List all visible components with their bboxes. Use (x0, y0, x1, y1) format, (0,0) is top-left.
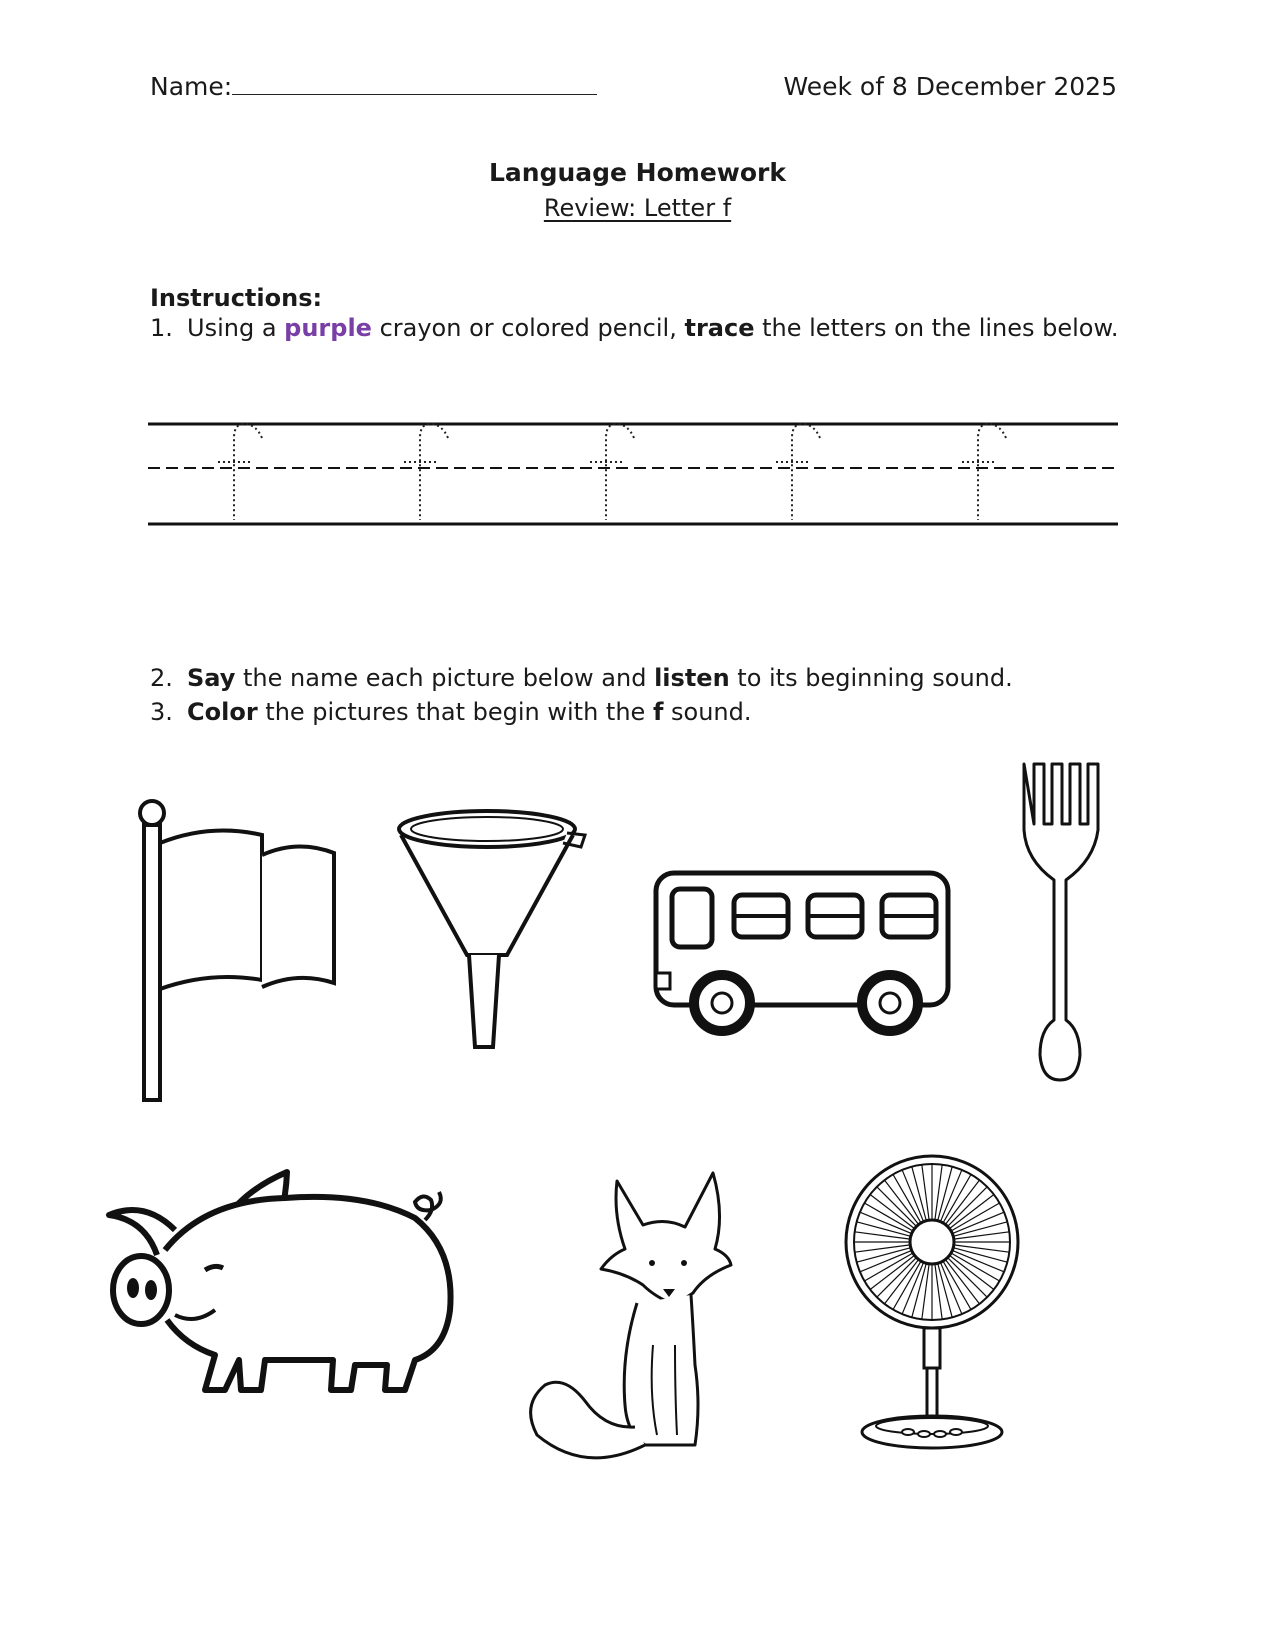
page-subtitle (0, 194, 1275, 222)
trace-letter-f[interactable] (962, 424, 1006, 520)
pig-icon[interactable] (105, 1160, 465, 1400)
trace-letter-f[interactable] (404, 424, 448, 520)
bus-icon[interactable] (650, 865, 955, 1045)
instruction-step-3: 3. Color the pictures that begin with the f sound. (150, 698, 752, 726)
instruction-step-1: 1. Using a purple crayon or colored pencil, trace the letters on the lines below. (150, 314, 1119, 342)
fork-icon[interactable] (1018, 760, 1108, 1090)
trace-letter-f[interactable] (218, 424, 262, 520)
fan-icon[interactable] (840, 1150, 1030, 1460)
instructions-heading: Instructions: (150, 284, 323, 312)
name-field[interactable] (150, 72, 597, 101)
letter-tracing-area[interactable] (148, 420, 1118, 532)
instruction-step-2: 2. Say the name each picture below and listen to its beginning sound. (150, 664, 1013, 692)
subtitle-text: Review: Letter f (543, 194, 732, 222)
funnel-icon[interactable] (395, 805, 595, 1055)
name-label: Name: (150, 72, 233, 101)
week-date: Week of 8 December 2025 (783, 72, 1117, 101)
fox-icon[interactable] (525, 1165, 745, 1475)
trace-letter-f[interactable] (590, 424, 634, 520)
name-blank-line[interactable] (232, 74, 597, 95)
purple-word: purple (284, 314, 372, 342)
trace-letter-f[interactable] (776, 424, 820, 520)
page-title: Language Homework (488, 158, 787, 187)
flag-icon[interactable] (130, 795, 340, 1105)
